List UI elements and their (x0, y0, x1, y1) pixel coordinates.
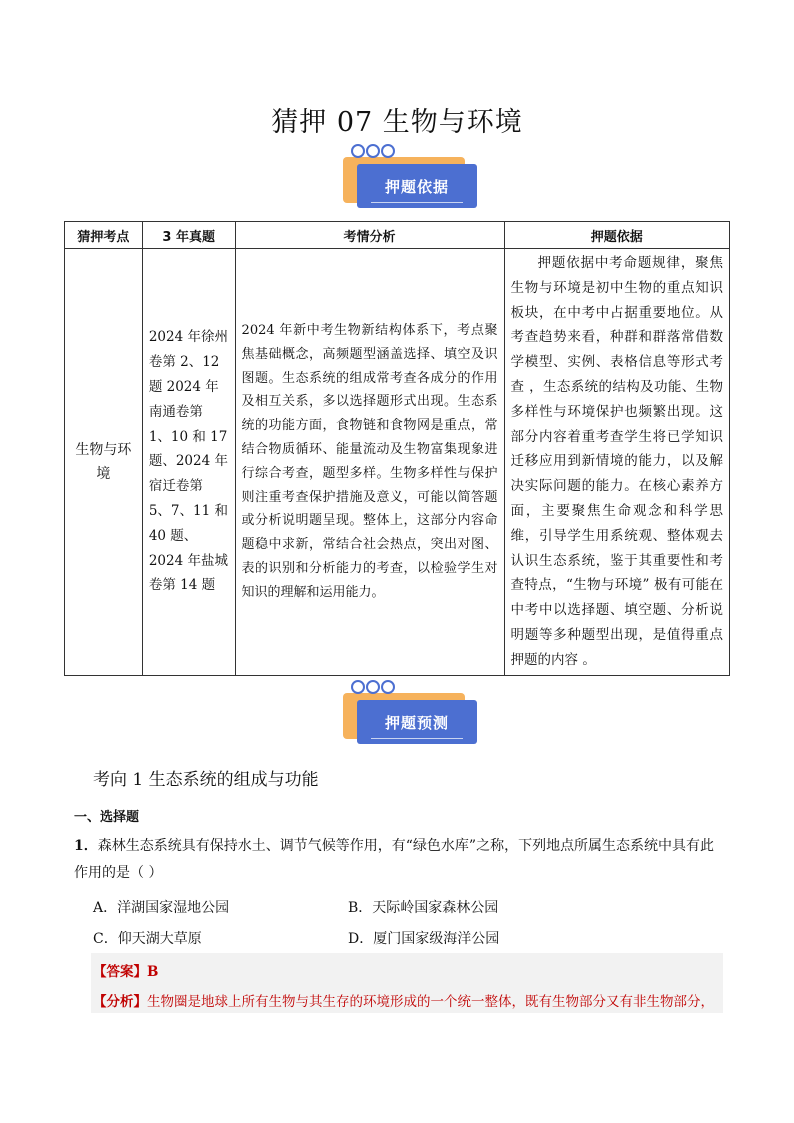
section-heading: 考向 1 生态系统的组成与功能 (93, 770, 319, 790)
header-point: 猜押考点 (65, 222, 143, 249)
basis-table (64, 221, 730, 676)
analysis-line (93, 990, 725, 1010)
answer-line: 【答案】B (93, 964, 159, 980)
cell-point: 生物与环境 (65, 249, 143, 676)
table-header-row (65, 222, 730, 249)
section-subheading: 一、选择题 (74, 810, 140, 825)
header-basis: 押题依据 (504, 222, 729, 249)
question-number: 1． (74, 838, 98, 854)
badge-basis (339, 150, 479, 214)
page-title: 猜押 07 生物与环境 (271, 107, 523, 138)
table-row (65, 249, 730, 676)
option-b: B．天际岭国家森林公园 (348, 900, 499, 916)
question-stem (74, 833, 726, 887)
badge-predict (339, 686, 479, 750)
analysis-tag: 【分析】 (93, 994, 147, 1010)
badge-label: 押题依据 (357, 164, 477, 208)
option-d: D．厦门国家级海洋公园 (348, 931, 500, 947)
header-exams: 3 年真题 (142, 222, 235, 249)
header-analysis: 考情分析 (235, 222, 504, 249)
cell-analysis: 2024 年新中考生物新结构体系下，考点聚焦基础概念，高频题型涵盖选择、填空及识图题。生态系统的组成常考查各成分的作用及相互关系，多以选择题形式出现。生态系统的功能方面，食物链和食物网是重点，常结合物质循环、能量流动及生物富集现象进行综合考查，题型多样。生物多样性与保护则注重考查保护措施及意义，可能以简答题或分析说明题呈现。整体上，这部分内容命题稳中求新，常结合社会热点，突出对图、表的识别和分析能力的考查，以检验学生对知识的理解和运用能力。 (235, 249, 504, 676)
cell-basis: 押题依据中考命题规律，聚焦生物与环境是初中生物的重点知识板块，在中考中占据重要地位。从考查趋势来看，种群和群落常借数学模型、实例、表格信息等形式考查 ，生态系统的结构及功能、生物多样性与环境保护也频繁出现。这部分内容着重考查学生将已学知识迁移应用到新情境的能力，以及解决实际问题的能力。在核心素养方面，主要聚焦生命观念和科学思维，引导学生用系统观、整体观去认识生态系统，鉴于其重要性和考查特点，“生物与环境” 极有可能在中考中以选择题、填空题、分析说明题等多种题型出现，是值得重点押题的内容 。 (504, 249, 729, 676)
cell-exams: 2024 年徐州卷第 2、12 题 2024 年南通卷第 1、10 和 17 题、2024 年宿迁卷第 5、7、11 和 40 题、2024 年盐城卷第 14 题 (142, 249, 235, 676)
analysis-text: 生物圈是地球上所有生物与其生存的环境形成的一个统一整体，既有生物部分又有非生物部分， (147, 994, 714, 1010)
option-a: A．洋湖国家湿地公园 (93, 900, 230, 916)
badge-label: 押题预测 (357, 700, 477, 744)
question-text: 森林生态系统具有保持水土、调节气候等作用，有“绿色水库”之称，下列地点所属生态系统中具有此作用的是（ ） (74, 838, 715, 881)
option-c: C．仰天湖大草原 (93, 931, 202, 947)
rings-decoration-icon (351, 680, 397, 696)
rings-decoration-icon (351, 144, 397, 160)
